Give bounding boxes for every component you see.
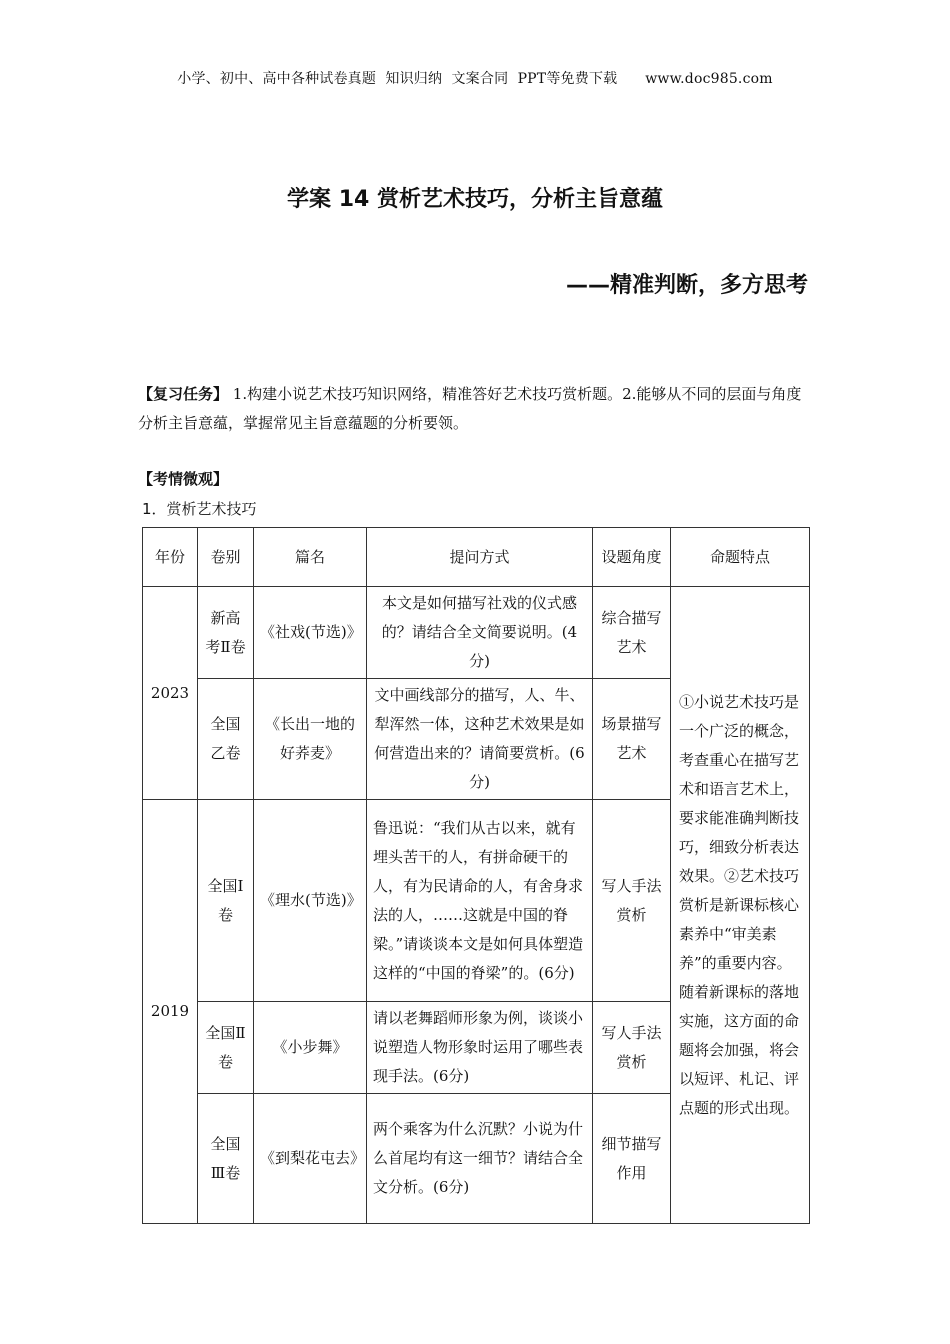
header-question: 提问方式 bbox=[367, 528, 593, 587]
feature-cell: ①小说艺术技巧是一个广泛的概念，考查重心在描写艺术和语言艺术上，要求能准确判断技巧，细致分析表达效果。②艺术技巧赏析是新课标核心素养中“审美素养”的重要内容。随着新课标的落地实施，这方面的命题将会加强，将会以短评、札记、评点题的形式出现。 bbox=[671, 587, 810, 1224]
question-cell: 本文是如何描写社戏的仪式感的？请结合全文简要说明。(4分) bbox=[367, 587, 593, 679]
angle-cell: 写人手法赏析 bbox=[593, 1002, 671, 1094]
header-year: 年份 bbox=[143, 528, 198, 587]
table-header-row bbox=[143, 528, 810, 587]
header-feature: 命题特点 bbox=[671, 528, 810, 587]
header-paper: 卷别 bbox=[198, 528, 254, 587]
section-label: 【考情微观】 bbox=[138, 470, 229, 488]
year-cell: 2023 bbox=[143, 587, 198, 800]
review-task bbox=[138, 380, 810, 438]
table-row bbox=[143, 587, 810, 679]
title-cell: 《到梨花屯去》 bbox=[254, 1094, 367, 1224]
paper-cell: 新高考Ⅱ卷 bbox=[198, 587, 254, 679]
question-cell: 文中画线部分的描写，人、牛、犁浑然一体，这种艺术效果是如何营造出来的？请简要赏析。(6分) bbox=[367, 679, 593, 800]
review-tag: 【复习任务】 bbox=[138, 385, 229, 403]
paper-cell: 全国Ⅱ卷 bbox=[198, 1002, 254, 1094]
header-angle: 设题角度 bbox=[593, 528, 671, 587]
exam-table bbox=[142, 527, 810, 1224]
paper-cell: 全国Ⅰ卷 bbox=[198, 800, 254, 1002]
angle-cell: 场景描写艺术 bbox=[593, 679, 671, 800]
title-cell: 《理水(节选)》 bbox=[254, 800, 367, 1002]
angle-cell: 综合描写艺术 bbox=[593, 587, 671, 679]
title-cell: 《小步舞》 bbox=[254, 1002, 367, 1094]
title-cell: 《长出一地的好荞麦》 bbox=[254, 679, 367, 800]
paper-cell: 全国乙卷 bbox=[198, 679, 254, 800]
title-cell: 《社戏(节选)》 bbox=[254, 587, 367, 679]
page-subtitle: ——精准判断，多方思考 bbox=[565, 273, 808, 298]
question-cell: 鲁迅说：“我们从古以来，就有埋头苦干的人，有拼命硬干的人，有为民请命的人，有舍身求法的人，……这就是中国的脊梁。”请谈谈本文是如何具体塑造这样的“中国的脊梁”的。(6分) bbox=[367, 800, 593, 1002]
sub-label: 1．赏析艺术技巧 bbox=[142, 500, 257, 518]
angle-cell: 写人手法赏析 bbox=[593, 800, 671, 1002]
paper-cell: 全国Ⅲ卷 bbox=[198, 1094, 254, 1224]
review-text: 1.构建小说艺术技巧知识网络，精准答好艺术技巧赏析题。2.能够从不同的层面与角度分析主旨意蕴，掌握常见主旨意蕴题的分析要领。 bbox=[138, 385, 802, 432]
question-cell: 两个乘客为什么沉默？小说为什么首尾均有这一细节？请结合全文分析。(6分) bbox=[367, 1094, 593, 1224]
page-header: 小学、初中、高中各种试卷真题 知识归纳 文案合同 PPT等免费下载 www.doc985.com bbox=[177, 71, 773, 87]
header-title: 篇名 bbox=[254, 528, 367, 587]
question-cell: 请以老舞蹈师形象为例，谈谈小说塑造人物形象时运用了哪些表现手法。(6分) bbox=[367, 1002, 593, 1094]
angle-cell: 细节描写作用 bbox=[593, 1094, 671, 1224]
year-cell: 2019 bbox=[143, 800, 198, 1224]
page-title: 学案 14 赏析艺术技巧，分析主旨意蕴 bbox=[287, 187, 663, 212]
